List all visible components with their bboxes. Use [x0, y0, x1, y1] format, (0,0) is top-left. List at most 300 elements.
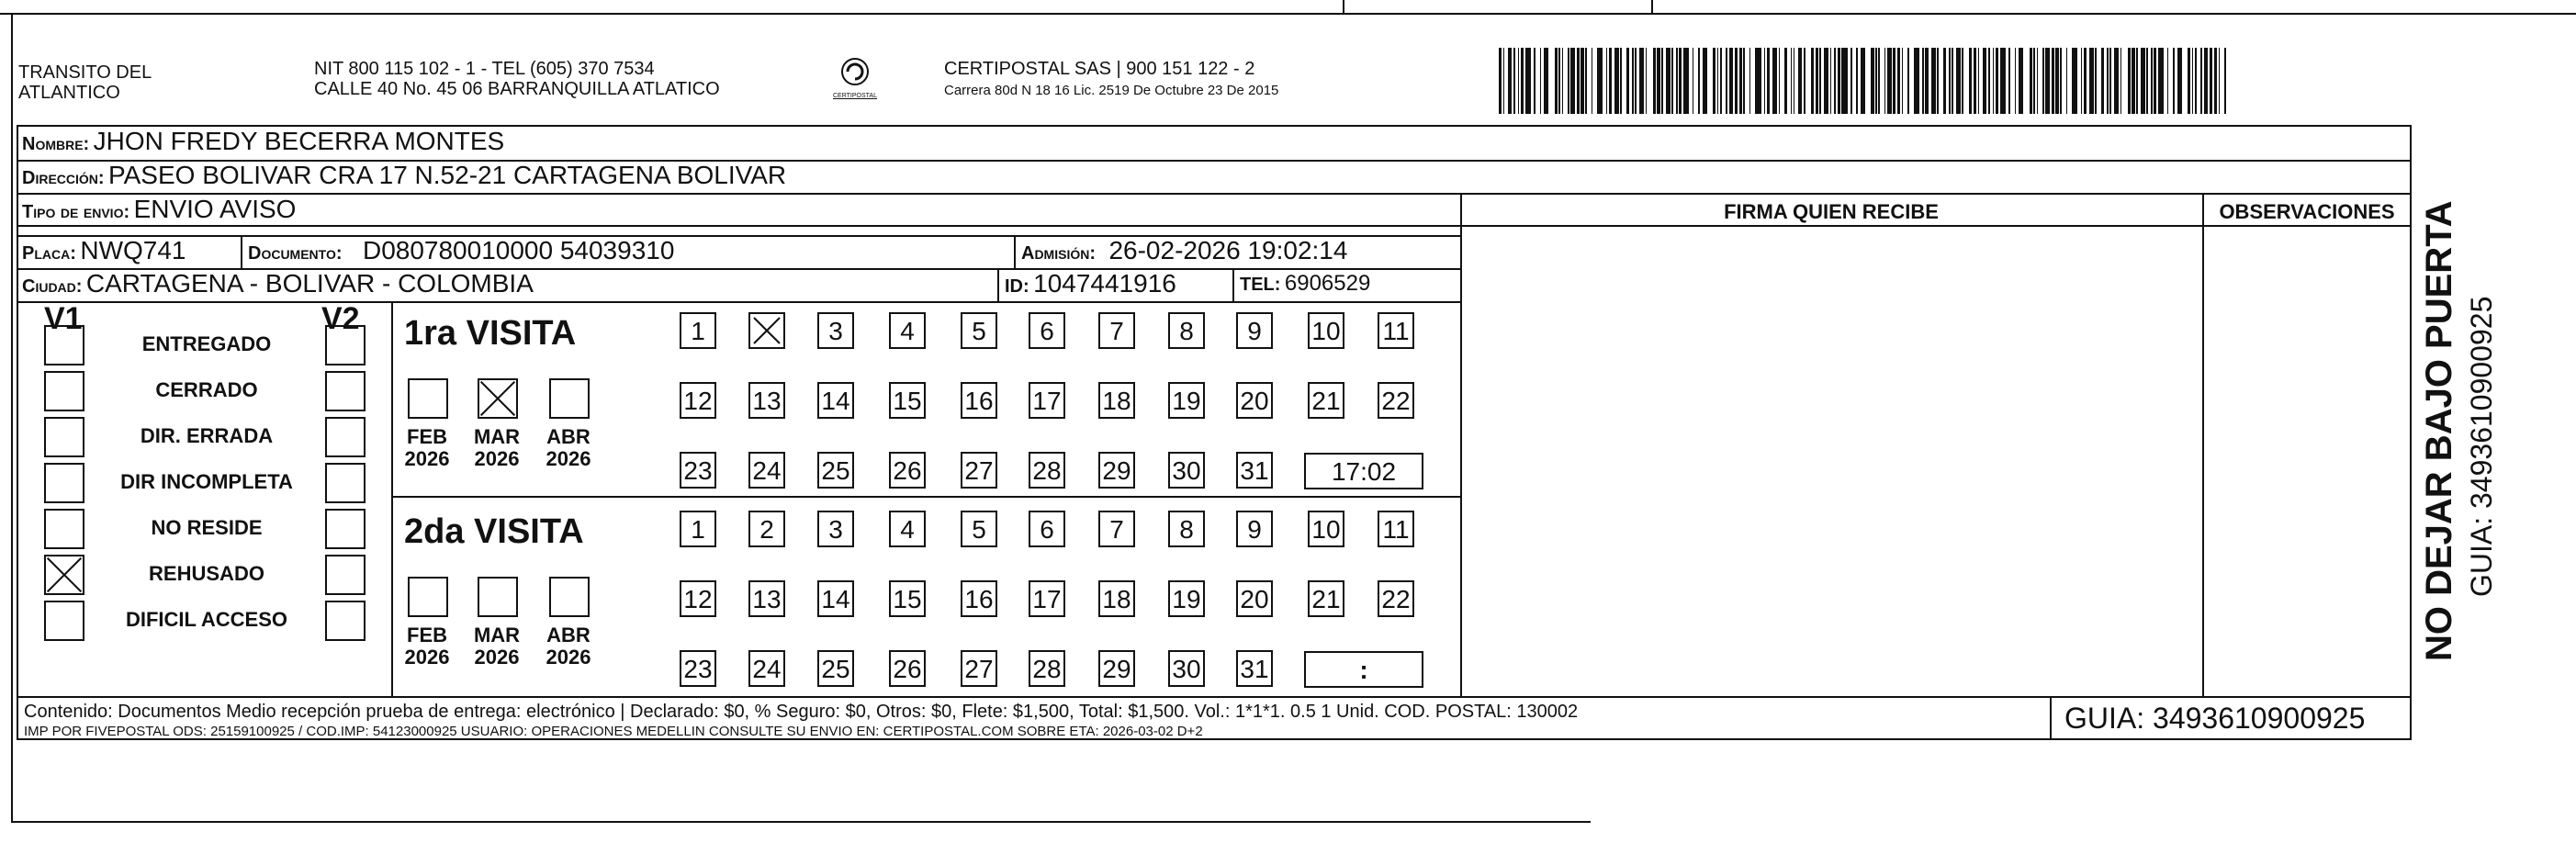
day-box[interactable]: 4 [889, 511, 926, 547]
month-label [465, 624, 529, 669]
barcode-bar [1503, 48, 1505, 114]
company-line: CERTIPOSTAL SAS | 900 151 122 - 2 [944, 59, 1255, 79]
day-box[interactable]: 23 [680, 452, 716, 489]
barcode-bar [2055, 48, 2058, 114]
day-box[interactable]: 20 [1236, 580, 1273, 617]
direccion-row [22, 162, 786, 194]
month-name: ABR [546, 425, 591, 448]
barcode-bar [1739, 48, 1742, 114]
barcode-bar [1974, 48, 1976, 114]
day-box[interactable]: 13 [748, 580, 785, 617]
barcode-bar [2173, 48, 2175, 114]
barcode-bar [1878, 48, 1880, 114]
status-v2-checkbox[interactable] [325, 601, 366, 641]
barcode-bar [1592, 48, 1593, 114]
day-box[interactable]: 7 [1098, 312, 1135, 349]
barcode-bar [1676, 48, 1678, 114]
day-box[interactable]: 24 [748, 452, 785, 489]
day-box[interactable]: 14 [817, 580, 854, 617]
barcode-bar [1993, 48, 1995, 114]
day-box[interactable]: 1 [680, 511, 716, 547]
status-label: CERRADO [155, 378, 258, 401]
barcode-bar [1671, 48, 1673, 114]
nombre-row [22, 128, 504, 160]
barcode-bar [1804, 48, 1805, 114]
barcode-bar [1540, 48, 1542, 114]
barcode-bar [1755, 48, 1760, 114]
month-checkbox[interactable] [478, 378, 518, 419]
barcode-bar [2192, 48, 2194, 114]
day-box[interactable]: 14 [817, 382, 854, 419]
barcode-bar [1577, 48, 1580, 114]
month-label [536, 624, 601, 669]
day-box[interactable]: 16 [961, 382, 997, 419]
documento-label: Documento: [248, 243, 343, 264]
placa-value: NWQ741 [80, 236, 186, 264]
tipo-label: Tipo de envio: [22, 202, 130, 222]
observaciones-label: OBSERVACIONES [2219, 200, 2395, 223]
barcode-bar [1952, 48, 1953, 114]
visit-title: 1ra VISITA [404, 314, 577, 353]
tipo-row [22, 196, 296, 228]
day-box[interactable]: 30 [1168, 650, 1205, 687]
day-box[interactable]: 8 [1168, 312, 1205, 349]
barcode-bar [1887, 48, 1892, 114]
day-box[interactable]: 12 [680, 580, 716, 617]
barcode-bar [2177, 48, 2182, 114]
day-box[interactable]: 10 [1308, 511, 1344, 547]
barcode-bar [1555, 48, 1558, 114]
nombre-label: Nombre: [22, 134, 90, 154]
barcode-bar [1620, 48, 1622, 114]
barcode-bar [1983, 48, 1987, 114]
day-box[interactable]: 22 [1378, 382, 1414, 419]
barcode-bar [2084, 48, 2087, 114]
day-box[interactable]: 20 [1236, 382, 1273, 419]
status-v2-checkbox[interactable] [325, 417, 366, 457]
barcode-bar [1784, 48, 1787, 114]
barcode-bar [2072, 48, 2077, 114]
day-box[interactable]: 18 [1098, 382, 1135, 419]
documento-field [248, 237, 674, 269]
day-box[interactable]: 13 [748, 382, 785, 419]
status-label: DIR. ERRADA [140, 424, 274, 447]
day-box[interactable]: 15 [889, 382, 926, 419]
barcode-bar [1521, 48, 1524, 114]
barcode-bar [1937, 48, 1939, 114]
left-border-line [11, 13, 13, 821]
day-box[interactable]: 22 [1378, 580, 1414, 617]
month-year: 2026 [546, 646, 591, 669]
barcode-bar [1798, 48, 1803, 114]
month-name: FEB [407, 425, 447, 448]
barcode-bar [1856, 48, 1858, 114]
day-box[interactable]: 11 [1378, 511, 1414, 547]
barcode-bar [1499, 48, 1502, 114]
status-v2-checkbox[interactable] [325, 463, 366, 503]
barcode-bar [2141, 48, 2145, 114]
status-v2-checkbox[interactable] [325, 325, 366, 365]
row-line [17, 696, 2412, 698]
address-line: CALLE 40 No. 45 06 BARRANQUILLA ATLATICO [314, 79, 720, 99]
status-label: DIFICIL ACCESO [125, 608, 287, 631]
barcode-bar [1791, 48, 1793, 114]
barcode-bar [1626, 48, 1629, 114]
barcode-bar [1931, 48, 1936, 114]
tel-value: 6906529 [1284, 271, 1371, 296]
day-box[interactable]: 7 [1098, 511, 1135, 547]
sender-line2: ATLANTICO [18, 83, 120, 103]
barcode-bar [1943, 48, 1946, 114]
day-box[interactable] [748, 312, 785, 349]
time-box[interactable]: 17:02 [1304, 453, 1423, 489]
v2-label: V2 [321, 301, 360, 336]
day-box[interactable]: 9 [1236, 511, 1273, 547]
license-line: Carrera 80d N 18 16 Lic. 2519 De Octubre 23 De 2015 [944, 83, 1279, 98]
status-v1-checkbox[interactable] [44, 509, 84, 549]
documento-value: D080780010000 54039310 [362, 236, 675, 264]
barcode-bar [1525, 48, 1531, 114]
nombre-value: JHON FREDY BECERRA MONTES [93, 127, 505, 155]
barcode-bar [2019, 48, 2023, 114]
day-box[interactable]: 15 [889, 580, 926, 617]
status-label: NO RESIDE [151, 516, 263, 539]
imp-line: IMP POR FIVEPOSTAL ODS: 25159100925 / COD.IMP: 54123000925 USUARIO: OPERACIONES MEDELLIN CONSULTE SU ENVIO EN: CERTIPOSTAL.COM SOBRE ETA: 2026-03-02 D+2 [24, 724, 1203, 739]
barcode-bar [1513, 48, 1515, 114]
barcode-bar [1897, 48, 1900, 114]
no-dejar-text: NO DEJAR BAJO PUERTA [2419, 200, 2459, 661]
logo-icon [837, 57, 873, 88]
barcode-bar [2204, 48, 2209, 114]
x-mark-icon [750, 314, 783, 347]
day-box[interactable]: 26 [889, 650, 926, 687]
barcode-bar [1772, 48, 1777, 114]
barcode-bar [1767, 48, 1770, 114]
barcode-bar [2188, 48, 2190, 114]
id-field [1005, 270, 1176, 302]
placa-field [22, 237, 186, 269]
top-border-line [0, 13, 2576, 15]
month-checkbox[interactable] [408, 378, 448, 419]
barcode-bar [2200, 48, 2202, 114]
day-box[interactable]: 27 [961, 452, 997, 489]
day-box[interactable]: 4 [889, 312, 926, 349]
barcode-bar [1544, 48, 1548, 114]
barcode-bar [1830, 48, 1832, 114]
barcode-bar [2109, 48, 2111, 114]
side-guia-text: GUIA: 3493610900925 [2465, 296, 2498, 597]
day-box[interactable]: 19 [1168, 382, 1205, 419]
barcode-bar [1698, 48, 1700, 114]
barcode-bar [2042, 48, 2044, 114]
direccion-value: PASEO BOLIVAR CRA 17 N.52-21 CARTAGENA BOLIVAR [108, 161, 787, 189]
admision-sep-line [1014, 235, 1016, 268]
day-box[interactable]: 3 [817, 511, 854, 547]
day-box[interactable]: 6 [1029, 511, 1065, 547]
direccion-label: Dirección: [22, 168, 105, 188]
sender-contact [314, 59, 720, 99]
barcode-bar [2128, 48, 2131, 114]
day-box[interactable]: 5 [961, 312, 997, 349]
guia-sep-line [2050, 696, 2052, 740]
barcode-bar [1562, 48, 1564, 114]
day-box[interactable]: 24 [748, 650, 785, 687]
barcode-bar [2066, 48, 2068, 114]
month-name: MAR [473, 624, 521, 646]
day-box[interactable]: 23 [680, 650, 716, 687]
contenido-line: Contenido: Documentos Medio recepción prueba de entrega: electrónico | Declarado: $0, % Seguro: $0, Otros: $0, Flete: $1,500, Total: $1,500. Vol.: 1*1*1. 0.5 1 Unid. COD. POSTAL: 130002 [24, 702, 1579, 722]
barcode-bar [1834, 48, 1836, 114]
barcode-bar [1518, 48, 1520, 114]
admision-value: 26-02-2026 19:02:14 [1108, 236, 1348, 264]
barcode-bar [1606, 48, 1608, 114]
status-v2-checkbox[interactable] [325, 509, 366, 549]
barcode-bar [1850, 48, 1852, 114]
day-box[interactable]: 17 [1029, 580, 1065, 617]
tipo-value: ENVIO AVISO [133, 195, 297, 223]
barcode-bar [2000, 48, 2006, 114]
barcode-bar [2033, 48, 2035, 114]
ciudad-label: Ciudad: [22, 276, 83, 297]
status-v1-checkbox[interactable] [44, 463, 84, 503]
barcode-bar [1534, 48, 1535, 114]
barcode-bar [1893, 48, 1895, 114]
visit-title: 2da VISITA [404, 512, 584, 551]
placa-sep-line [241, 235, 242, 268]
day-box[interactable]: 6 [1029, 312, 1065, 349]
status-sep-line [391, 301, 393, 696]
barcode-bar [1666, 48, 1670, 114]
month-label [536, 426, 601, 470]
day-box[interactable]: 31 [1236, 650, 1273, 687]
day-box[interactable]: 21 [1308, 382, 1344, 419]
status-label: REHUSADO [149, 562, 264, 585]
barcode-bar [1871, 48, 1873, 114]
day-box[interactable]: 8 [1168, 511, 1205, 547]
barcode-bar [2154, 48, 2156, 114]
day-box[interactable]: 3 [817, 312, 854, 349]
certipostal-logo [831, 57, 879, 100]
barcode-bar [2214, 48, 2217, 114]
barcode-bar [1735, 48, 1738, 114]
barcode-bar [1978, 48, 1980, 114]
barcode-bar [1683, 48, 1689, 114]
barcode-bar [1819, 48, 1821, 114]
status-v1-checkbox[interactable] [44, 417, 84, 457]
v1-label: V1 [44, 301, 83, 336]
barcode-bar [1568, 48, 1569, 114]
day-box[interactable]: 11 [1378, 312, 1414, 349]
firma-label: FIRMA QUIEN RECIBE [1724, 200, 1939, 223]
placa-label: Placa: [22, 243, 76, 264]
barcode-bar [2167, 48, 2169, 114]
barcode-bar [2060, 48, 2062, 114]
barcode-bar [1558, 48, 1560, 114]
status-v1-checkbox[interactable] [44, 555, 84, 595]
bottom-border-line [11, 821, 1591, 823]
top-box-line [1343, 0, 1344, 15]
ciudad-value: CARTAGENA - BOLIVAR - COLOMBIA [85, 269, 534, 298]
status-v1-checkbox[interactable] [44, 371, 84, 411]
day-box[interactable]: 5 [961, 511, 997, 547]
month-label [395, 624, 459, 669]
month-name: MAR [473, 425, 521, 448]
month-label [395, 426, 459, 470]
barcode-bar [1570, 48, 1575, 114]
barcode-icon [1499, 48, 2233, 114]
barcode-bar [1861, 48, 1865, 114]
barcode-bar [2081, 48, 2083, 114]
day-box[interactable]: 18 [1098, 580, 1135, 617]
barcode-bar [1838, 48, 1840, 114]
day-box[interactable]: 19 [1168, 580, 1205, 617]
day-box[interactable]: 10 [1308, 312, 1344, 349]
day-box[interactable]: 12 [680, 382, 716, 419]
month-year: 2026 [474, 646, 520, 669]
guia-footer: GUIA: 3493610900925 [2064, 702, 2366, 735]
barcode-bar [1949, 48, 1951, 114]
barcode-bar [1779, 48, 1781, 114]
month-name: ABR [546, 624, 591, 646]
day-box[interactable]: 27 [961, 650, 997, 687]
sender-line1: TRANSITO DEL [18, 62, 152, 83]
barcode-bar [1743, 48, 1745, 114]
barcode-bar [1585, 48, 1587, 114]
barcode-bar [2095, 48, 2097, 114]
barcode-bar [1922, 48, 1924, 114]
barcode-bar [1824, 48, 1828, 114]
barcode-bar [2101, 48, 2104, 114]
barcode-bar [1653, 48, 1656, 114]
barcode-bar [1962, 48, 1963, 114]
barcode-bar [1661, 48, 1663, 114]
barcode-bar [2107, 48, 2109, 114]
barcode-bar [2045, 48, 2050, 114]
barcode-bar [1925, 48, 1928, 114]
barcode-bar [2132, 48, 2134, 114]
barcode-bar [1841, 48, 1847, 114]
month-checkbox[interactable] [478, 577, 518, 617]
top-box-line-right [1651, 0, 1653, 15]
day-box[interactable]: 17 [1029, 382, 1065, 419]
barcode-bar [1508, 48, 1513, 114]
barcode-bar [2037, 48, 2039, 114]
barcode-bar [1902, 48, 1904, 114]
day-box[interactable]: 21 [1308, 580, 1344, 617]
status-v2-checkbox[interactable] [325, 371, 366, 411]
day-box[interactable]: 29 [1098, 452, 1135, 489]
barcode-bar [1749, 48, 1751, 114]
day-box[interactable]: 16 [961, 580, 997, 617]
status-label: ENTREGADO [141, 332, 272, 355]
barcode-bar [2120, 48, 2122, 114]
barcode-bar [1703, 48, 1707, 114]
month-name: FEB [407, 624, 447, 646]
month-checkbox[interactable] [408, 577, 448, 617]
day-box[interactable]: 2 [748, 511, 785, 547]
barcode-bar [2158, 48, 2164, 114]
observaciones-area[interactable] [2204, 227, 2410, 695]
barcode-bar [1693, 48, 1694, 114]
day-box[interactable]: 25 [817, 452, 854, 489]
barcode-bar [2224, 48, 2226, 114]
tel-field [1240, 270, 1370, 300]
barcode-bar [2195, 48, 2197, 114]
barcode-bar [1639, 48, 1644, 114]
barcode-bar [2015, 48, 2017, 114]
barcode-bar [1729, 48, 1734, 114]
barcode-bar [1720, 48, 1722, 114]
barcode-bar [1614, 48, 1619, 114]
barcode-bar [2151, 48, 2153, 114]
barcode-bar [1632, 48, 1634, 114]
day-box[interactable]: 29 [1098, 650, 1135, 687]
barcode-bar [1988, 48, 1990, 114]
tel-label: TEL: [1240, 275, 1281, 295]
day-box[interactable]: 30 [1168, 452, 1205, 489]
barcode-bar [1811, 48, 1814, 114]
barcode-bar [1914, 48, 1919, 114]
barcode-bar [1907, 48, 1909, 114]
barcode-bar [1764, 48, 1766, 114]
status-label: DIR INCOMPLETA [120, 470, 293, 493]
logo-text: CERTIPOSTAL [833, 93, 877, 99]
barcode-bar [1884, 48, 1886, 114]
sender-name [18, 62, 152, 103]
day-box[interactable]: 25 [817, 650, 854, 687]
barcode-bar [2210, 48, 2212, 114]
time-box[interactable]: : [1304, 651, 1423, 688]
day-box[interactable]: 28 [1029, 650, 1065, 687]
barcode-bar [1875, 48, 1877, 114]
company-info [944, 59, 1278, 99]
barcode-bar [2052, 48, 2054, 114]
signature-area[interactable] [1462, 227, 2200, 695]
id-value: 1047441916 [1033, 269, 1176, 298]
barcode-bar [2136, 48, 2138, 114]
barcode-bar [1794, 48, 1795, 114]
barcode-bar [2219, 48, 2221, 114]
barcode-bar [1956, 48, 1961, 114]
barcode-bar [1713, 48, 1715, 114]
barcode-bar [1657, 48, 1659, 114]
month-year: 2026 [404, 646, 450, 669]
month-year: 2026 [474, 447, 520, 470]
admision-field [1021, 237, 1347, 269]
id-label: ID: [1005, 276, 1029, 297]
month-year: 2026 [404, 447, 450, 470]
barcode-bar [1646, 48, 1648, 114]
visit-divider-line [391, 496, 1460, 498]
month-checkbox[interactable] [549, 577, 590, 617]
day-box[interactable]: 31 [1236, 452, 1273, 489]
day-box[interactable]: 28 [1029, 452, 1065, 489]
day-box[interactable]: 26 [889, 452, 926, 489]
status-v2-checkbox[interactable] [325, 555, 366, 595]
barcode-bar [1635, 48, 1637, 114]
month-checkbox[interactable] [549, 378, 590, 419]
barcode-bar [1679, 48, 1682, 114]
day-box[interactable]: 1 [680, 312, 716, 349]
barcode-bar [1609, 48, 1612, 114]
day-box[interactable]: 9 [1236, 312, 1273, 349]
status-v1-checkbox[interactable] [44, 601, 84, 641]
status-v1-checkbox[interactable] [44, 325, 84, 365]
id-sep-line [997, 268, 999, 301]
barcode-bar [1969, 48, 1972, 114]
barcode-bar [1580, 48, 1583, 114]
barcode-bar [2114, 48, 2119, 114]
